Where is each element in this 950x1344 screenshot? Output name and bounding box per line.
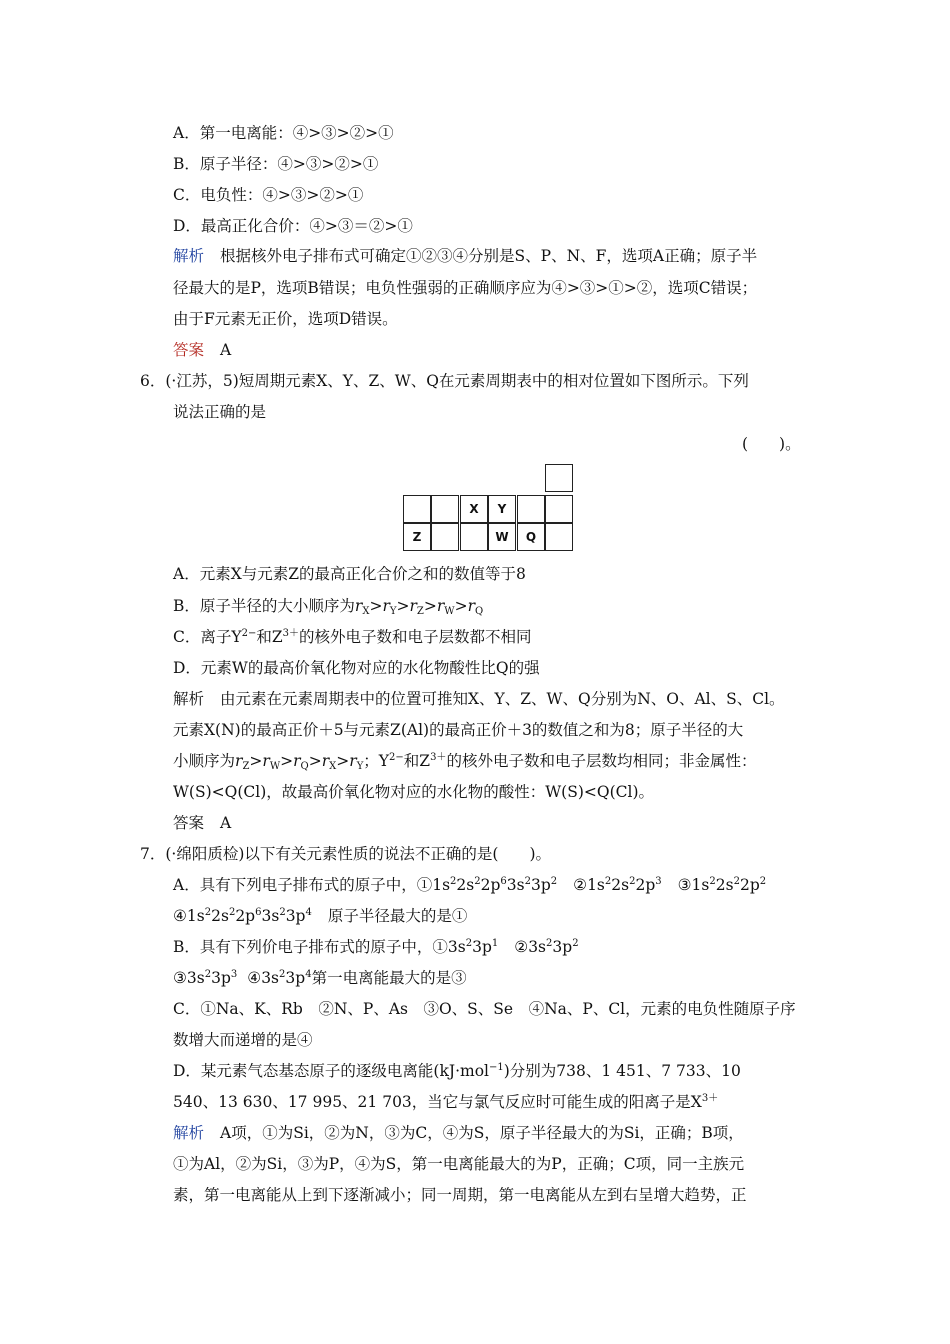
analysis-text: 的核外电子数和电子层数均相同；非金属性： xyxy=(446,752,757,770)
option-text: B．具有下列价电子排布式的原子中，① xyxy=(173,938,448,956)
q7-option-b-line-2: $③3s^23p^3$ $④3s^23p^4$第一电离能最大的是③ xyxy=(173,969,467,987)
answer-label: 答案 xyxy=(173,814,205,832)
radius-formula: $r_X>r_Y>r_Z>r_W>r_Q$ xyxy=(354,597,484,617)
q6-option-b xyxy=(173,595,483,617)
q6-analysis-line-1 xyxy=(173,688,785,710)
q6-stem-line-1 xyxy=(140,370,749,392)
q5-analysis-line-1 xyxy=(173,245,757,267)
analysis-text: 小顺序为 xyxy=(173,752,236,770)
q7-analysis-line-3: 素，第一电离能从上到下逐渐减小；同一周期，第一电离能从左到右呈增大趋势，正 xyxy=(173,1186,747,1204)
analysis-label: 解析 xyxy=(173,247,205,265)
question-text: (·绵阳质检)以下有关元素性质的说法不正确的是( )。 xyxy=(165,845,551,863)
q5-analysis-line-2: 径最大的是P，选项B错误；电负性强弱的正确顺序应为④>③>①>②，选项C错误； xyxy=(173,279,758,297)
answer-value: A xyxy=(220,814,232,832)
option-text: 第一电离能最大的是③ xyxy=(311,969,467,987)
question-number: 6． xyxy=(140,372,166,390)
table-cell-x: X xyxy=(460,495,488,523)
analysis-label: 解析 xyxy=(173,690,205,708)
table-cell-z: Z xyxy=(403,523,431,551)
option-text: ② xyxy=(573,876,588,894)
q6-analysis-line-4: W(S)<Q(Cl)，故最高价氧化物对应的水化物的酸性：W(S)<Q(Cl)。 xyxy=(173,783,655,801)
option-text: 540、13 630、17 995、21 703，当它与氯气反应时可能生成的阳离子是X xyxy=(173,1093,702,1111)
q7-stem xyxy=(140,843,551,865)
analysis-text: 和Z xyxy=(403,752,431,770)
q6-stem-line-2: 说法正确的是 xyxy=(173,403,267,421)
q5-option-b: B．原子半径：④>③>②>① xyxy=(173,155,379,173)
q7-option-b-line-1: B．具有下列价电子排布式的原子中，$①3s^23p^1$ $②3s^23p^2$ xyxy=(173,938,579,956)
option-text: ③ xyxy=(677,876,692,894)
table-cell-empty xyxy=(545,523,573,551)
analysis-text: ；Y xyxy=(363,752,390,770)
option-text: D．某元素气态基态原子的逐级电离能(kJ·mol xyxy=(173,1062,489,1080)
q6-answer xyxy=(173,812,231,834)
q7-option-c-line-1: C．①Na、K、Rb ②N、P、As ③O、S、Se ④Na、P、Cl，元素的电负性随原子序 xyxy=(173,1000,796,1018)
analysis-label: 解析 xyxy=(173,1124,205,1142)
q6-analysis-line-2: 元素X(N)的最高正价＋5与元素Z(Al)的最高正价＋3的数值之和为8；原子半径的大 xyxy=(173,721,744,739)
periodic-table-fragment xyxy=(403,464,578,554)
q6-option-a: A．元素X与元素Z的最高正化合价之和的数值等于8 xyxy=(173,565,526,583)
question-text: (·江苏，5)短周期元素X、Y、Z、W、Q在元素周期表中的相对位置如下图所示。下列 xyxy=(165,372,749,390)
option-text: B．原子半径的大小顺序为 xyxy=(173,597,355,615)
q5-option-c: C．电负性：④>③>②>① xyxy=(173,186,364,204)
analysis-text: A项，①为Si，②为N，③为C，④为S，原子半径最大的为Si，正确；B项， xyxy=(220,1124,744,1142)
analysis-text: 根据核外电子排布式可确定①②③④分别是S、P、N、F，选项A正确；原子半 xyxy=(220,247,758,265)
q5-option-d: D．最高正化合价：④>③＝②>① xyxy=(173,217,413,235)
option-text: ③ xyxy=(173,969,187,987)
q7-analysis-line-1 xyxy=(173,1122,744,1144)
q7-analysis-line-2: ①为Al，②为Si，③为P，④为S，第一电离能最大的为P，正确；C项，同一主族元 xyxy=(173,1155,745,1173)
option-text: )分别为738、1 451、7 733、10 xyxy=(503,1062,741,1080)
option-text: 的核外电子数和电子层数都不相同 xyxy=(299,628,532,646)
q7-option-d-line-1: D．某元素气态基态原子的逐级电离能(kJ·mol$^{-1}$)分别为738、1 451、7 733、10 xyxy=(173,1062,741,1080)
option-text: 原子半径最大的是① xyxy=(327,907,468,925)
q6-option-d: D．元素W的最高价氧化物对应的水化物酸性比Q的强 xyxy=(173,659,540,677)
option-text: ④ xyxy=(173,907,187,925)
q7-option-a-line-2: $④1s^22s^22p^63s^23p^4$ 原子半径最大的是① xyxy=(173,907,468,925)
table-cell-empty xyxy=(517,495,545,523)
table-cell-empty xyxy=(431,495,459,523)
option-text: A．具有下列电子排布式的原子中，① xyxy=(173,876,433,894)
table-cell-w: W xyxy=(488,523,516,551)
radius-formula: $r_Z>r_W>r_Q>r_X>r_Y$ xyxy=(235,752,364,772)
table-cell-empty xyxy=(545,464,573,492)
q7-option-a-line-1: A．具有下列电子排布式的原子中，$①1s^22s^22p^63s^23p^2$ $②1s^22s^22p^3$ $③1s^22s^22p^2$ xyxy=(173,876,767,894)
table-cell-empty xyxy=(431,523,459,551)
option-text: ② xyxy=(514,938,529,956)
analysis-text: 由元素在元素周期表中的位置可推知X、Y、Z、W、Q分别为N、O、Al、S、Cl。 xyxy=(220,690,785,708)
table-cell-q: Q xyxy=(517,523,545,551)
answer-label: 答案 xyxy=(173,341,205,359)
q7-option-d-line-2: 540、13 630、17 995、21 703，当它与氯气反应时可能生成的阳离子是$X^{3+}$ xyxy=(173,1093,719,1111)
table-cell-y: Y xyxy=(488,495,516,523)
q6-option-c: C．离子$Y^{2-}$和$Z^{3+}$的核外电子数和电子层数都不相同 xyxy=(173,628,532,646)
question-number: 7． xyxy=(140,845,166,863)
answer-value: A xyxy=(220,341,232,359)
q5-option-a: A．第一电离能：④>③>②>① xyxy=(173,124,394,142)
q7-option-c-line-2: 数增大而递增的是④ xyxy=(173,1031,313,1049)
option-text: ④ xyxy=(247,969,262,987)
option-text: C．离子Y xyxy=(173,628,242,646)
q5-answer xyxy=(173,339,231,361)
q6-analysis-line-3: 小顺序为$r_Z>r_W>r_Q>r_X>r_Y$；$Y^{2-}$和$Z^{3+}$的核外电子数和电子层数均相同；非金属性： xyxy=(173,752,757,772)
q5-analysis-line-3: 由于F元素无正价，选项D错误。 xyxy=(173,310,398,328)
table-cell-empty xyxy=(460,523,488,551)
table-cell-empty xyxy=(403,495,431,523)
q6-answer-blank: ( )。 xyxy=(742,435,801,453)
option-text: 和Z xyxy=(256,628,283,646)
table-cell-empty xyxy=(545,495,573,523)
